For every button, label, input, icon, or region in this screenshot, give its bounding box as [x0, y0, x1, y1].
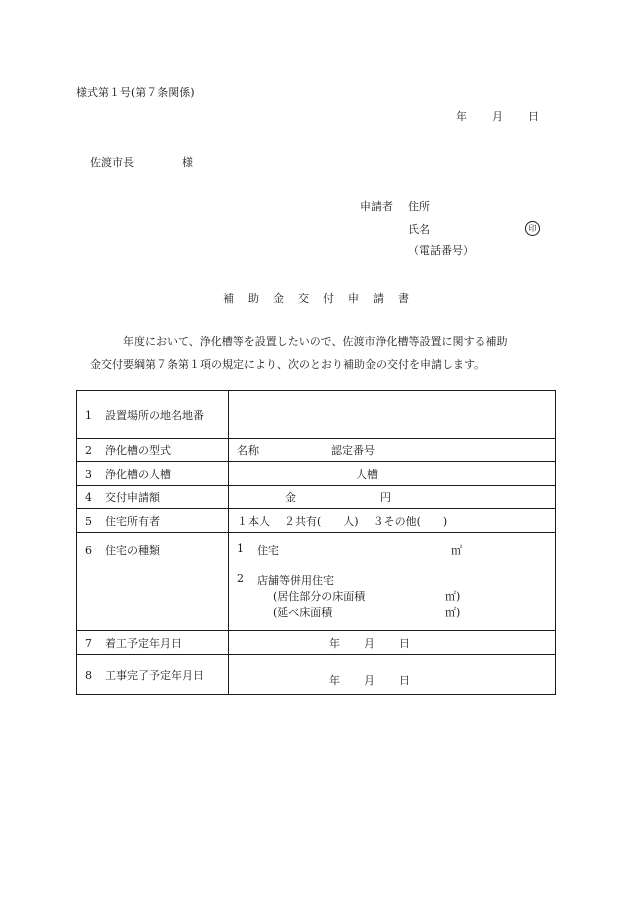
row-label: 浄化槽の型式	[105, 444, 171, 457]
addressee-name: 佐渡市長	[90, 156, 134, 169]
completion-day-label: 日	[399, 674, 410, 687]
housing-option-residence[interactable]: 住宅	[257, 544, 279, 557]
row-number: 6	[85, 544, 92, 557]
row-number: 1	[85, 408, 92, 422]
start-year-label: 年	[329, 636, 340, 650]
row-number: 4	[85, 491, 92, 504]
area-unit: ㎡	[451, 544, 462, 557]
form-number: 様式第１号(第７条関係)	[76, 86, 195, 99]
completion-month-label: 月	[364, 674, 375, 687]
tank-name-label: 名称	[237, 444, 259, 457]
row-label-cell	[77, 439, 229, 462]
row-label-cell	[77, 462, 229, 486]
start-month-label: 月	[364, 636, 375, 650]
owner-option-self[interactable]: １本人	[237, 514, 270, 528]
table-row	[77, 533, 556, 631]
date-day-label: 日	[528, 110, 539, 123]
table-row	[77, 509, 556, 533]
owner-option-shared[interactable]: ２共有( 人)	[284, 514, 359, 528]
row-number: 8	[85, 668, 92, 682]
housing-type-options	[229, 533, 556, 631]
amount-prefix: 金	[285, 491, 296, 504]
table-row	[77, 655, 556, 695]
body-text-line2: 金交付要綱第７条第１項の規定により、次のとおり補助金の交付を申請します。	[90, 358, 486, 371]
housing-option-number: 1	[237, 542, 244, 555]
title-char: 補	[223, 292, 234, 305]
date-year-label: 年	[456, 110, 467, 123]
applicant-name-label: 氏名	[408, 223, 430, 236]
row-label-cell	[77, 486, 229, 509]
tank-model-field[interactable]	[229, 439, 556, 462]
total-floor-area-label: (延べ床面積	[273, 606, 333, 619]
certification-number-label: 認定番号	[331, 444, 375, 457]
applicant-address-label: 住所	[408, 200, 430, 213]
completion-year-label: 年	[329, 674, 340, 687]
table-row	[77, 391, 556, 439]
row-label: 着工予定年月日	[105, 636, 182, 650]
housing-option-number: 2	[237, 572, 244, 585]
row-label-cell	[77, 509, 229, 533]
row-number: 7	[85, 636, 92, 650]
title-char: 申	[348, 292, 359, 305]
row-label: 交付申請額	[105, 491, 160, 504]
row-number: 3	[85, 467, 92, 481]
row-label: 設置場所の地名地番	[105, 408, 204, 422]
completion-date-field[interactable]	[229, 655, 556, 695]
capacity-unit: 人槽	[356, 467, 378, 481]
row-label-cell	[77, 391, 229, 439]
body-text-line1: 年度において、浄化槽等を設置したいので、佐渡市浄化槽等設置に関する補助	[123, 335, 508, 348]
start-day-label: 日	[399, 636, 410, 650]
grant-amount-field[interactable]	[229, 486, 556, 509]
row-label: 浄化槽の人槽	[105, 467, 171, 481]
title-char: 付	[323, 292, 334, 305]
table-row	[77, 631, 556, 655]
housing-option-mixed-use[interactable]: 店舗等併用住宅	[257, 574, 334, 587]
document-title	[216, 290, 416, 306]
title-char: 助	[248, 292, 259, 305]
amount-unit: 円	[380, 491, 391, 504]
applicant-phone-label: （電話番号）	[408, 244, 474, 257]
row-number: 5	[85, 514, 92, 528]
title-char: 書	[398, 292, 409, 305]
row-label: 工事完了予定年月日	[105, 668, 204, 682]
row-label: 住宅の種類	[105, 544, 160, 557]
owner-option-other[interactable]: ３その他( )	[372, 514, 448, 528]
tank-capacity-field[interactable]	[229, 462, 556, 486]
seal-icon: 印	[525, 221, 540, 236]
residential-floor-area-unit: ㎡)	[445, 590, 461, 603]
application-form-table	[76, 390, 556, 695]
row-label-cell	[77, 533, 229, 631]
title-char: 交	[298, 292, 309, 305]
start-date-field[interactable]	[229, 631, 556, 655]
addressee-honorific: 様	[182, 156, 193, 169]
table-row	[77, 486, 556, 509]
residential-floor-area-label: (居住部分の床面積	[273, 590, 366, 603]
row-label-cell	[77, 655, 229, 695]
row-label: 住宅所有者	[105, 514, 160, 528]
location-field[interactable]	[229, 391, 556, 439]
date-month-label: 月	[492, 110, 503, 123]
owner-options	[229, 509, 556, 533]
row-label-cell	[77, 631, 229, 655]
total-floor-area-unit: ㎡)	[445, 606, 461, 619]
row-number: 2	[85, 444, 92, 457]
title-char: 請	[373, 292, 384, 305]
table-row	[77, 439, 556, 462]
title-char: 金	[273, 292, 284, 305]
table-row	[77, 462, 556, 486]
applicant-label: 申請者	[360, 200, 393, 213]
